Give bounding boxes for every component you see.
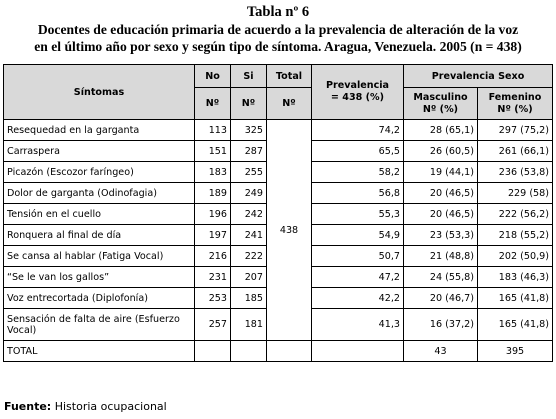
cell-total-merged: 438 <box>267 120 312 341</box>
cell-femenino: 236 (53,8) <box>478 162 553 183</box>
cell-no: 189 <box>195 183 231 204</box>
header-total-sub: Nº <box>267 88 312 120</box>
cell-femenino: 261 (66,1) <box>478 141 553 162</box>
cell-no: 231 <box>195 267 231 288</box>
header-prevalencia-line2: = 438 (%) <box>330 92 385 103</box>
cell-sintoma: Carraspera <box>4 141 195 162</box>
cell-total-masculino: 43 <box>404 341 478 362</box>
header-prevalencia <box>312 65 404 120</box>
cell-empty <box>195 341 231 362</box>
header-masculino-line2: Nº (%) <box>422 103 459 115</box>
cell-no: 151 <box>195 141 231 162</box>
cell-femenino: 183 (46,3) <box>478 267 553 288</box>
header-total: Total <box>267 65 312 88</box>
header-no-sub: Nº <box>195 88 231 120</box>
cell-femenino: 229 (58) <box>478 183 553 204</box>
table-footer <box>4 400 167 413</box>
cell-femenino: 202 (50,9) <box>478 246 553 267</box>
cell-prevalencia: 47,2 <box>312 267 404 288</box>
cell-masculino: 21 (48,8) <box>404 246 478 267</box>
cell-femenino: 222 (56,2) <box>478 204 553 225</box>
cell-masculino: 20 (46,5) <box>404 183 478 204</box>
cell-masculino: 20 (46,5) <box>404 204 478 225</box>
cell-no: 216 <box>195 246 231 267</box>
cell-si: 325 <box>231 120 267 141</box>
cell-masculino: 26 (60,5) <box>404 141 478 162</box>
cell-femenino: 165 (41,8) <box>478 309 553 341</box>
cell-no: 196 <box>195 204 231 225</box>
cell-no: 253 <box>195 288 231 309</box>
cell-si: 242 <box>231 204 267 225</box>
cell-sintoma: Resequedad en la garganta <box>4 120 195 141</box>
table-row-total <box>4 341 553 362</box>
cell-prevalencia: 54,9 <box>312 225 404 246</box>
cell-empty <box>231 341 267 362</box>
header-masculino-line1: Masculino <box>413 91 468 103</box>
cell-prevalencia: 41,3 <box>312 309 404 341</box>
cell-masculino: 28 (65,1) <box>404 120 478 141</box>
cell-prevalencia: 50,7 <box>312 246 404 267</box>
cell-femenino: 165 (41,8) <box>478 288 553 309</box>
cell-femenino: 218 (55,2) <box>478 225 553 246</box>
cell-sintoma: Dolor de garganta (Odinofagia) <box>4 183 195 204</box>
cell-sintoma: Ronquera al final de día <box>4 225 195 246</box>
cell-sintoma: Tensión en el cuello <box>4 204 195 225</box>
header-masculino <box>404 88 478 120</box>
cell-si: 181 <box>231 309 267 341</box>
table-subtitle-line1: Docentes de educación primaria de acuerdo a la prevalencia de alteración de la voz <box>37 22 519 37</box>
cell-si: 222 <box>231 246 267 267</box>
cell-total-femenino: 395 <box>478 341 553 362</box>
cell-si: 241 <box>231 225 267 246</box>
cell-total-label: TOTAL <box>4 341 195 362</box>
cell-sintoma: Se cansa al hablar (Fatiga Vocal) <box>4 246 195 267</box>
cell-sintoma: Voz entrecortada (Diplofonía) <box>4 288 195 309</box>
table-title: Tabla nº 6 <box>246 4 310 20</box>
cell-si: 185 <box>231 288 267 309</box>
cell-masculino: 24 (55,8) <box>404 267 478 288</box>
cell-no: 197 <box>195 225 231 246</box>
cell-si: 207 <box>231 267 267 288</box>
cell-prevalencia: 56,8 <box>312 183 404 204</box>
cell-sintoma: Picazón (Escozor faríngeo) <box>4 162 195 183</box>
footer-label: Fuente: <box>4 400 52 413</box>
header-femenino <box>478 88 553 120</box>
cell-si: 255 <box>231 162 267 183</box>
cell-prevalencia: 42,2 <box>312 288 404 309</box>
cell-masculino: 19 (44,1) <box>404 162 478 183</box>
cell-prevalencia: 58,2 <box>312 162 404 183</box>
cell-no: 183 <box>195 162 231 183</box>
header-femenino-line2: Nº (%) <box>497 103 533 115</box>
cell-empty <box>312 341 404 362</box>
cell-si: 249 <box>231 183 267 204</box>
cell-masculino: 20 (46,7) <box>404 288 478 309</box>
header-si-sub: Nº <box>231 88 267 120</box>
cell-masculino: 23 (53,3) <box>404 225 478 246</box>
cell-sintoma: Sensación de falta de aire (Esfuerzo Vocal) <box>4 309 195 341</box>
header-si: Si <box>231 65 267 88</box>
cell-no: 257 <box>195 309 231 341</box>
header-prevalencia-line1: Prevalencia <box>325 80 390 91</box>
cell-prevalencia: 74,2 <box>312 120 404 141</box>
cell-masculino: 16 (37,2) <box>404 309 478 341</box>
cell-prevalencia: 55,3 <box>312 204 404 225</box>
cell-si: 287 <box>231 141 267 162</box>
prevalence-table <box>3 64 553 362</box>
cell-femenino: 297 (75,2) <box>478 120 553 141</box>
footer-text: Historia ocupacional <box>54 400 167 413</box>
header-no: No <box>195 65 231 88</box>
cell-no: 113 <box>195 120 231 141</box>
cell-sintoma: “Se le van los gallos” <box>4 267 195 288</box>
cell-empty <box>267 341 312 362</box>
header-femenino-line1: Femenino <box>488 91 542 103</box>
cell-prevalencia: 65,5 <box>312 141 404 162</box>
table-row <box>4 120 553 141</box>
header-sintomas: Síntomas <box>4 65 195 120</box>
table-subtitle-line2: en el último año por sexo y según tipo de síntoma. Aragua, Venezuela. 2005 (n = 438) <box>34 39 522 54</box>
header-prevalencia-sexo: Prevalencia Sexo <box>404 65 553 88</box>
